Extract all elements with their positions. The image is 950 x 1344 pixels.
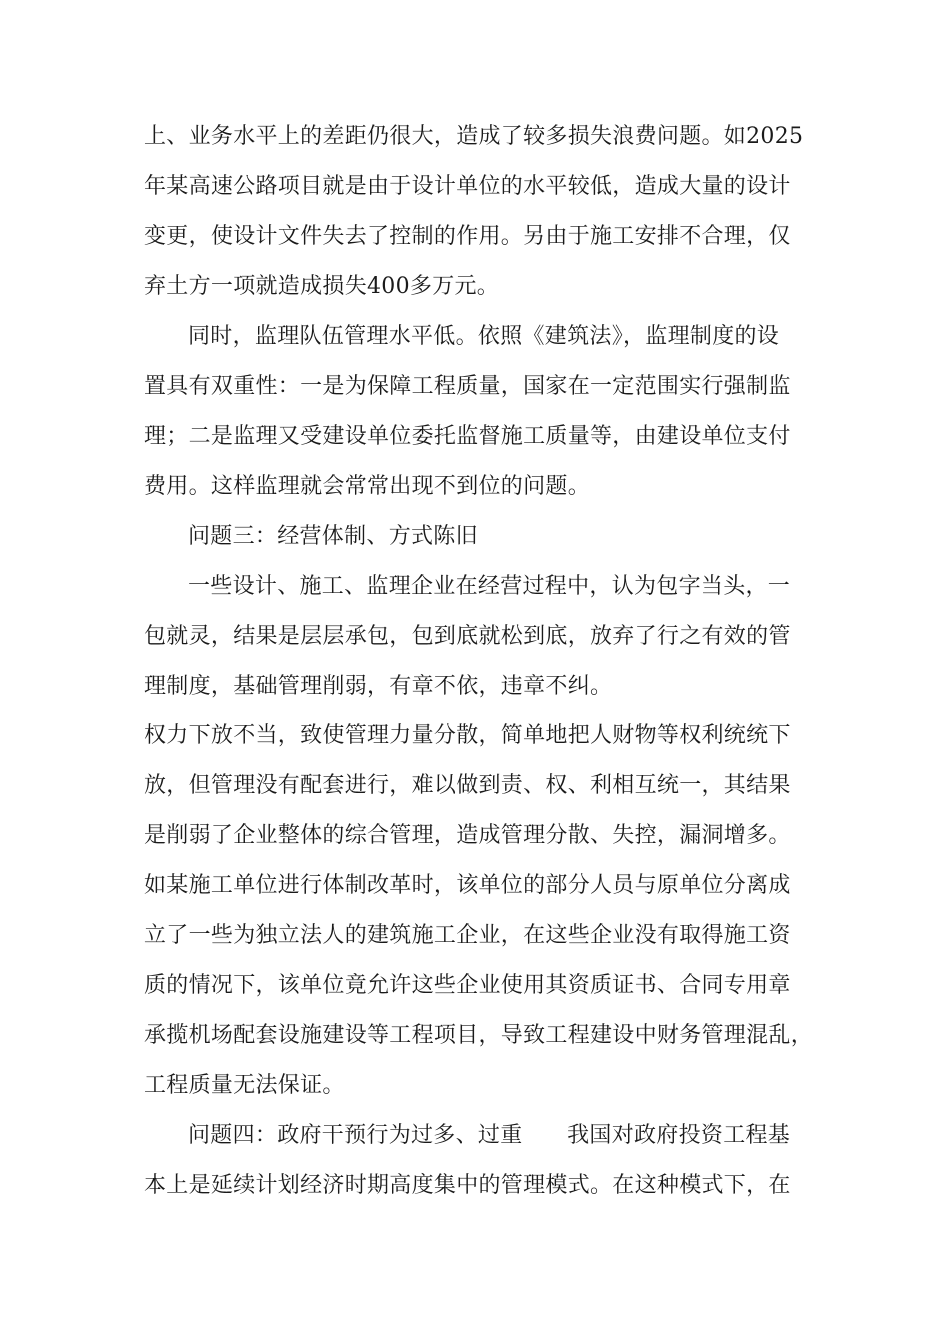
text-line: 权力下放不当，致使管理力量分散，简单地把人财物等权利统统下 [144, 723, 791, 748]
text-line: 包就灵，结果是层层承包，包到底就松到底，放弃了行之有效的管 [144, 624, 791, 649]
text-line: 变更，使设计文件失去了控制的作用。另由于施工安排不合理，仅 [144, 224, 791, 249]
text-line: 年某高速公路项目就是由于设计单位的水平较低，造成大量的设计 [144, 174, 791, 199]
text-line: 费用。这样监理就会常常出现不到位的问题。 [144, 474, 591, 499]
section-heading: 问题四：政府干预行为过多、过重 我国对政府投资工程基 [188, 1123, 791, 1148]
text-line: 上、业务水平上的差距仍很大，造成了较多损失浪费问题。如2025 [144, 124, 804, 149]
paragraph-start-line: 同时，监理队伍管理水平低。依照《建筑法》，监理制度的设 [188, 324, 780, 349]
text-line: 理；二是监理又受建设单位委托监督施工质量等，由建设单位支付 [144, 424, 791, 449]
text-line: 承揽机场配套设施建设等工程项目，导致工程建设中财务管理混乱， [144, 1023, 814, 1048]
paragraph-start-line: 一些设计、施工、监理企业在经营过程中，认为包字当头，一 [188, 574, 791, 599]
text-line: 如某施工单位进行体制改革时，该单位的部分人员与原单位分离成 [144, 873, 791, 898]
text-line: 放，但管理没有配套进行，难以做到责、权、利相互统一，其结果 [144, 773, 791, 798]
section-heading: 问题三：经营体制、方式陈旧 [188, 524, 478, 549]
text-line: 理制度，基础管理削弱，有章不依，违章不纠。 [144, 674, 613, 699]
text-line: 本上是延续计划经济时期高度集中的管理模式。在这种模式下，在 [144, 1173, 791, 1198]
text-line: 置具有双重性：一是为保障工程质量，国家在一定范围实行强制监 [144, 374, 791, 399]
text-line: 工程质量无法保证。 [144, 1073, 345, 1098]
text-line: 是削弱了企业整体的综合管理，造成管理分散、失控，漏洞增多。 [144, 823, 791, 848]
text-line: 弃土方一项就造成损失400多万元。 [144, 274, 500, 299]
text-line: 立了一些为独立法人的建筑施工企业，在这些企业没有取得施工资 [144, 923, 791, 948]
text-line: 质的情况下，该单位竟允许这些企业使用其资质证书、合同专用章 [144, 973, 791, 998]
